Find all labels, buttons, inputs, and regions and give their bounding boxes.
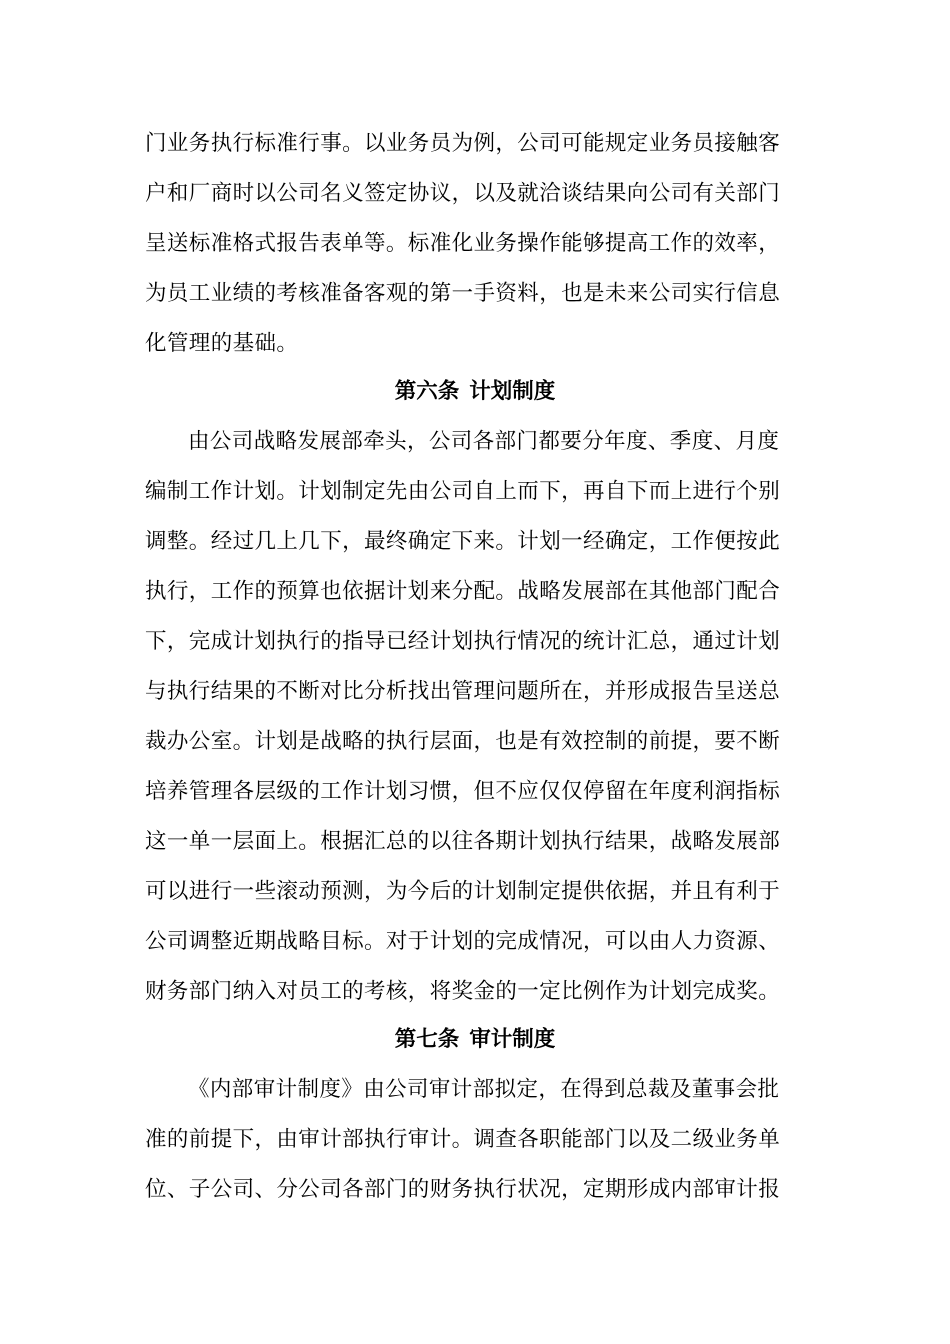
paragraph-line: 这一单一层面上。根据汇总的以往各期计划执行结果，战略发展部 <box>145 829 781 854</box>
paragraph-line: 下，完成计划执行的指导已经计划执行情况的统计汇总，通过计划 <box>145 629 781 654</box>
paragraph-line: 调整。经过几上几下，最终确定下来。计划一经确定，工作便按此 <box>145 529 781 554</box>
article-7-number: 第七条 <box>394 1027 460 1052</box>
paragraph-line: 化管理的基础。 <box>145 331 299 356</box>
paragraph-line: 编制工作计划。计划制定先由公司自上而下，再自下而上进行个别 <box>145 479 781 504</box>
paragraph-line: 执行，工作的预算也依据计划来分配。战略发展部在其他部门配合 <box>145 579 781 604</box>
paragraph-line: 准的前提下，由审计部执行审计。调查各职能部门以及二级业务单 <box>145 1127 781 1152</box>
paragraph-line: 户和厂商时以公司名义签定协议，以及就洽谈结果向公司有关部门 <box>145 181 781 206</box>
paragraph-line: 门业务执行标准行事。以业务员为例，公司可能规定业务员接触客 <box>145 131 781 156</box>
paragraph-line: 为员工业绩的考核准备客观的第一手资料，也是未来公司实行信息 <box>145 281 781 306</box>
paragraph-line: 培养管理各层级的工作计划习惯，但不应仅仅停留在年度利润指标 <box>145 779 781 804</box>
paragraph-line: 可以进行一些滚动预测，为今后的计划制定提供依据，并且有利于 <box>145 879 781 904</box>
article-6-number: 第六条 <box>394 379 460 404</box>
article-7-title: 审计制度 <box>469 1027 556 1052</box>
paragraph-line: 位、子公司、分公司各部门的财务执行状况，定期形成内部审计报 <box>145 1177 781 1202</box>
article-6-title: 计划制度 <box>469 379 556 404</box>
paragraph-line: 呈送标准格式报告表单等。标准化业务操作能够提高工作的效率， <box>145 231 781 256</box>
paragraph-line: 财务部门纳入对员工的考核，将奖金的一定比例作为计划完成奖。 <box>145 979 781 1004</box>
article-6-heading <box>0 372 950 412</box>
paragraph-line: 与执行结果的不断对比分析找出管理问题所在，并形成报告呈送总 <box>145 679 781 704</box>
paragraph-line: 公司调整近期战略目标。对于计划的完成情况，可以由人力资源、 <box>145 929 781 954</box>
paragraph-line: 裁办公室。计划是战略的执行层面，也是有效控制的前提，要不断 <box>145 729 781 754</box>
paragraph-line: 《内部审计制度》由公司审计部拟定，在得到总裁及董事会批 <box>188 1077 780 1102</box>
paragraph-line: 由公司战略发展部牵头，公司各部门都要分年度、季度、月度 <box>188 429 780 454</box>
article-7-heading <box>0 1020 950 1060</box>
